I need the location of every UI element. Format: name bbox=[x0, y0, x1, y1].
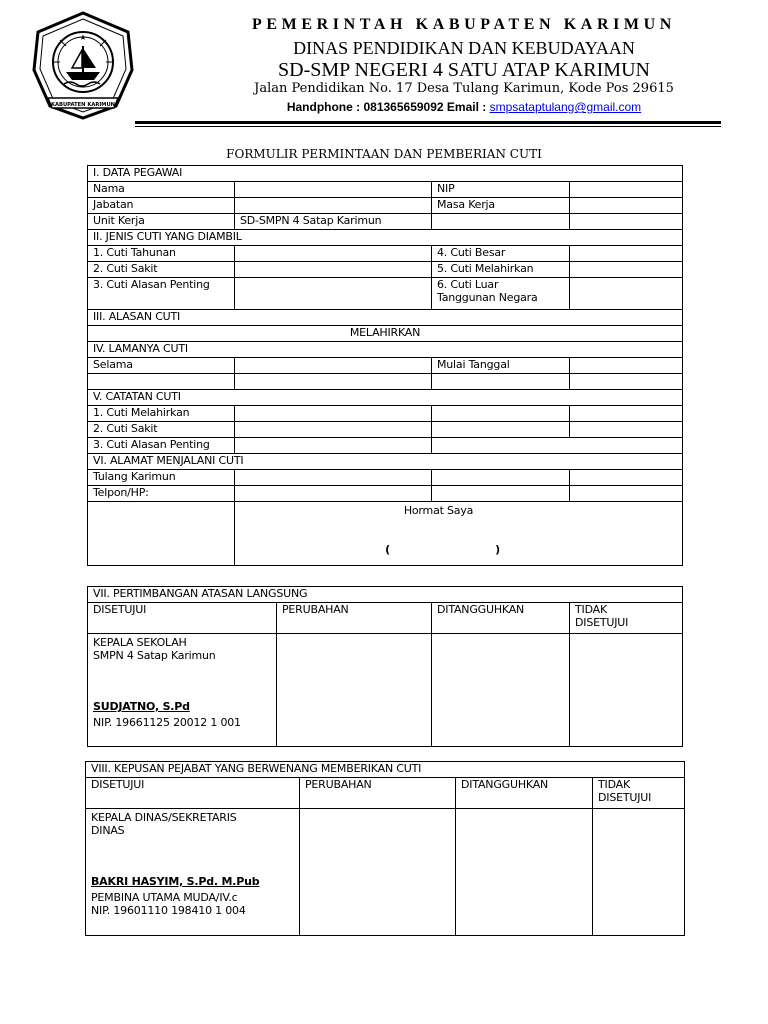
label-masa-kerja: Masa Kerja bbox=[432, 198, 570, 214]
table-row bbox=[88, 634, 683, 747]
official-role-line1: KEPALA DINAS/SEKRETARIS bbox=[91, 811, 237, 824]
field-cuti-besar[interactable] bbox=[570, 246, 683, 262]
tidak-line1: TIDAK bbox=[575, 603, 607, 616]
header-rule-thick bbox=[135, 121, 721, 124]
official-nip: NIP. 19601110 198410 1 004 bbox=[91, 904, 246, 917]
empty-cell[interactable] bbox=[570, 470, 683, 486]
signature-block bbox=[235, 502, 683, 566]
field-tidak-disetujui[interactable] bbox=[593, 809, 685, 936]
field-catatan-alasan-penting[interactable] bbox=[235, 438, 432, 454]
form-title: FORMULIR PERMINTAAN DAN PEMBERIAN CUTI bbox=[226, 147, 542, 161]
col-tidak-disetujui bbox=[593, 778, 685, 809]
table-row bbox=[88, 603, 683, 634]
tidak-line1: TIDAK bbox=[598, 778, 630, 791]
field-alamat[interactable] bbox=[235, 470, 432, 486]
field-perubahan[interactable] bbox=[300, 809, 456, 936]
hormat-saya: Hormat Saya bbox=[403, 504, 474, 517]
official-rank: PEMBINA UTAMA MUDA/IV.c bbox=[91, 891, 238, 904]
logo-caption: KABUPATEN KARIMUN bbox=[50, 102, 116, 108]
empty-cell[interactable] bbox=[88, 374, 235, 390]
table-row bbox=[88, 198, 683, 214]
empty-cell[interactable] bbox=[432, 486, 570, 502]
empty-cell[interactable] bbox=[432, 406, 570, 422]
official-name: BAKRI HASYIM, S.Pd. M.Pub bbox=[91, 875, 260, 888]
contact-line bbox=[0, 100, 768, 114]
table-row bbox=[88, 342, 683, 358]
table-row bbox=[88, 278, 683, 310]
field-cuti-luar-tanggungan[interactable] bbox=[570, 278, 683, 310]
empty-cell bbox=[88, 502, 235, 566]
label-alamat: Tulang Karimun bbox=[88, 470, 235, 486]
table-row bbox=[88, 326, 683, 342]
tidak-line2: DISETUJUI bbox=[575, 616, 629, 629]
supervisor-consideration-table bbox=[87, 586, 683, 747]
label-catatan-melahirkan: 1. Cuti Melahirkan bbox=[88, 406, 235, 422]
field-telpon[interactable] bbox=[235, 486, 432, 502]
label-nama: Nama bbox=[88, 182, 235, 198]
table-row bbox=[88, 166, 683, 182]
contact-prefix: Handphone : 081365659092 Email : bbox=[286, 100, 487, 114]
approver-role-line1: KEPALA SEKOLAH bbox=[93, 636, 187, 649]
table-row bbox=[88, 454, 683, 470]
leave-request-table bbox=[87, 165, 683, 566]
col-perubahan: PERUBAHAN bbox=[300, 778, 456, 809]
table-row bbox=[88, 502, 683, 566]
department-name: DINAS PENDIDIKAN DAN KEBUDAYAAN bbox=[293, 38, 635, 58]
empty-cell[interactable] bbox=[570, 406, 683, 422]
table-row bbox=[86, 762, 685, 778]
empty-cell[interactable] bbox=[432, 470, 570, 486]
cuti-luar-line1: 6. Cuti Luar bbox=[437, 278, 499, 291]
table-row bbox=[88, 214, 683, 230]
header-rule-thin bbox=[135, 126, 721, 127]
svg-text:★: ★ bbox=[79, 33, 87, 42]
section-heading: IV. LAMANYA CUTI bbox=[88, 342, 683, 358]
table-row bbox=[88, 406, 683, 422]
field-ditangguhkan[interactable] bbox=[432, 634, 570, 747]
tidak-line2: DISETUJUI bbox=[598, 791, 652, 804]
field-alasan-cuti[interactable]: MELAHIRKAN bbox=[88, 326, 683, 342]
school-name: SD-SMP NEGERI 4 SATU ATAP KARIMUN bbox=[278, 59, 650, 81]
table-row bbox=[88, 358, 683, 374]
table-row bbox=[86, 809, 685, 936]
col-tidak-disetujui bbox=[570, 603, 683, 634]
approver-name: SUDJATNO, S.Pd bbox=[93, 700, 190, 713]
section-heading: V. CATATAN CUTI bbox=[88, 390, 683, 406]
table-row bbox=[88, 438, 683, 454]
empty-cell[interactable] bbox=[235, 374, 432, 390]
field-ditangguhkan[interactable] bbox=[456, 809, 593, 936]
field-selama[interactable] bbox=[235, 358, 432, 374]
table-row bbox=[88, 374, 683, 390]
field-catatan-sakit[interactable] bbox=[235, 422, 432, 438]
table-row bbox=[88, 246, 683, 262]
signature-parens[interactable] bbox=[240, 517, 677, 556]
label-selama: Selama bbox=[88, 358, 235, 374]
field-jabatan[interactable] bbox=[235, 198, 432, 214]
empty-cell bbox=[432, 214, 570, 230]
table-row bbox=[88, 422, 683, 438]
paren-close: ) bbox=[495, 543, 500, 556]
table-row bbox=[88, 182, 683, 198]
section-heading: II. JENIS CUTI YANG DIAMBIL bbox=[88, 230, 683, 246]
email-link[interactable]: smpsataptulang@gmail.com bbox=[489, 100, 642, 114]
table-row bbox=[88, 230, 683, 246]
empty-cell bbox=[570, 214, 683, 230]
field-catatan-melahirkan[interactable] bbox=[235, 406, 432, 422]
table-row bbox=[88, 470, 683, 486]
field-nama[interactable] bbox=[235, 182, 432, 198]
field-tidak-disetujui[interactable] bbox=[570, 634, 683, 747]
table-row bbox=[88, 262, 683, 278]
label-cuti-tahunan: 1. Cuti Tahunan bbox=[88, 246, 235, 262]
field-cuti-melahirkan[interactable] bbox=[570, 262, 683, 278]
field-masa-kerja[interactable] bbox=[570, 198, 683, 214]
empty-cell[interactable] bbox=[570, 422, 683, 438]
table-row bbox=[88, 390, 683, 406]
school-address: Jalan Pendidikan No. 17 Desa Tulang Karimun, Kode Pos 29615 bbox=[254, 81, 674, 96]
field-unit-kerja[interactable]: SD-SMPN 4 Satap Karimun bbox=[235, 214, 432, 230]
label-telpon: Telpon/HP: bbox=[88, 486, 235, 502]
label-cuti-alasan-penting: 3. Cuti Alasan Penting bbox=[88, 278, 235, 310]
section-heading: VI. ALAMAT MENJALANI CUTI bbox=[88, 454, 683, 470]
approver-role-line2: SMPN 4 Satap Karimun bbox=[93, 649, 216, 662]
official-role-line2: DINAS bbox=[91, 824, 125, 837]
paren-open: ( bbox=[385, 543, 390, 556]
label-unit-kerja: Unit Kerja bbox=[88, 214, 235, 230]
table-row bbox=[88, 486, 683, 502]
section-heading: III. ALASAN CUTI bbox=[88, 310, 683, 326]
label-mulai-tanggal: Mulai Tanggal bbox=[432, 358, 570, 374]
label-cuti-sakit: 2. Cuti Sakit bbox=[88, 262, 235, 278]
government-name: PEMERINTAH KABUPATEN KARIMUN bbox=[252, 16, 676, 33]
col-perubahan: PERUBAHAN bbox=[277, 603, 432, 634]
approver-block bbox=[88, 634, 277, 747]
empty-cell[interactable] bbox=[432, 422, 570, 438]
label-cuti-besar: 4. Cuti Besar bbox=[432, 246, 570, 262]
empty-cell[interactable] bbox=[570, 374, 683, 390]
approver-nip: NIP. 19661125 20012 1 001 bbox=[93, 716, 241, 729]
field-mulai-tanggal[interactable] bbox=[570, 358, 683, 374]
col-ditangguhkan: DITANGGUHKAN bbox=[456, 778, 593, 809]
official-decision-table bbox=[85, 761, 685, 936]
section-heading: VIII. KEPUSAN PEJABAT YANG BERWENANG MEMBERIKAN CUTI bbox=[86, 762, 685, 778]
empty-cell[interactable] bbox=[570, 486, 683, 502]
field-perubahan[interactable] bbox=[277, 634, 432, 747]
official-block bbox=[86, 809, 300, 936]
col-disetujui: DISETUJUI bbox=[88, 603, 277, 634]
label-cuti-luar-tanggungan bbox=[432, 278, 570, 310]
table-row bbox=[86, 778, 685, 809]
cuti-luar-line2: Tanggunan Negara bbox=[437, 291, 538, 304]
empty-cell[interactable] bbox=[432, 374, 570, 390]
label-catatan-alasan-penting: 3. Cuti Alasan Penting bbox=[88, 438, 235, 454]
empty-cell[interactable] bbox=[432, 438, 683, 454]
label-catatan-sakit: 2. Cuti Sakit bbox=[88, 422, 235, 438]
label-nip: NIP bbox=[432, 182, 570, 198]
section-heading: I. DATA PEGAWAI bbox=[88, 166, 683, 182]
col-ditangguhkan: DITANGGUHKAN bbox=[432, 603, 570, 634]
field-cuti-alasan-penting[interactable] bbox=[235, 278, 432, 310]
label-jabatan: Jabatan bbox=[88, 198, 235, 214]
table-row bbox=[88, 310, 683, 326]
table-row bbox=[88, 587, 683, 603]
label-cuti-melahirkan: 5. Cuti Melahirkan bbox=[432, 262, 570, 278]
col-disetujui: DISETUJUI bbox=[86, 778, 300, 809]
section-heading: VII. PERTIMBANGAN ATASAN LANGSUNG bbox=[88, 587, 683, 603]
field-nip[interactable] bbox=[570, 182, 683, 198]
field-cuti-tahunan[interactable] bbox=[235, 246, 432, 262]
field-cuti-sakit[interactable] bbox=[235, 262, 432, 278]
